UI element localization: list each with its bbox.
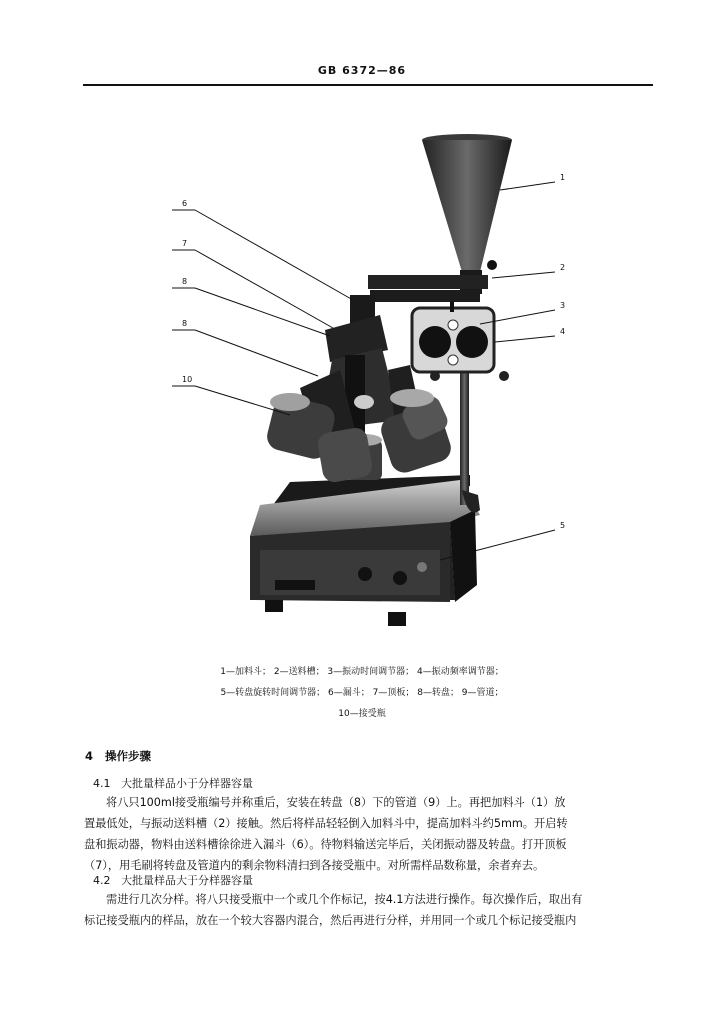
section-number: 4 — [85, 749, 94, 763]
callout-4: 4 — [560, 327, 566, 336]
control-box — [412, 302, 509, 381]
subsection-number: 4.1 — [93, 777, 111, 790]
header-rule — [83, 84, 653, 86]
callout-3: 3 — [560, 301, 566, 310]
figure-caption-line-2: 5—转盘旋转时间调节器； 6—漏斗； 7—顶板； 8—转盘； 9—管道； — [220, 688, 504, 698]
subsection-title: 大批量样品小于分样器容量 — [121, 777, 253, 790]
subsection-heading-4-1 — [93, 775, 253, 791]
paragraph-4-2 — [84, 889, 654, 931]
stand-pole — [460, 355, 469, 505]
paragraph-line: 置最低处，与振动送料槽（2）接触。然后将样品轻轻倒入加料斗中，提高加料斗约5mm。开启转 — [84, 817, 568, 830]
callout-6: 6 — [182, 199, 188, 208]
figure-caption-line-1: 1—加料斗； 2—送料槽； 3—振动时间调节器； 4—振动频率调节器； — [220, 667, 504, 677]
callout-10: 10 — [182, 375, 193, 384]
section-heading — [85, 748, 151, 764]
hopper — [422, 134, 512, 294]
callout-7: 7 — [182, 239, 188, 248]
figure-caption-line-3: 10—接受瓶 — [338, 709, 386, 719]
apparatus-figure — [150, 130, 600, 640]
callout-8: 8 — [182, 277, 188, 286]
paragraph-line: 将八只100ml接受瓶编号并称重后，安装在转盘（8）下的管道（9）上。再把加料斗（1）放 — [106, 796, 566, 809]
base-cabinet — [250, 475, 480, 626]
subsection-number: 4.2 — [93, 874, 111, 887]
support-arm — [368, 275, 488, 289]
callout-5: 5 — [560, 521, 566, 530]
section-title: 操作步骤 — [105, 749, 152, 763]
subsection-title: 大批量样品大于分样器容量 — [121, 874, 253, 887]
paragraph-line: （7），用毛刷将转盘及管道内的剩余物料清扫到各接受瓶中。对所需样品数称量，余者弃去。 — [84, 859, 545, 872]
callout-1: 1 — [560, 173, 566, 182]
subsection-heading-4-2 — [93, 872, 253, 888]
paragraph-line: 标记接受瓶内的样品，放在一个较大容器内混合，然后再进行分样，并用同一个或几个标记接受瓶内 — [84, 914, 577, 927]
callout-2: 2 — [560, 263, 566, 272]
document-header: GB 6372—86 — [317, 64, 407, 77]
paragraph-4-1 — [84, 792, 654, 876]
paragraph-line: 需进行几次分样。将八只接受瓶中一个或几个作标记，按4.1方法进行操作。每次操作后，取出有 — [106, 893, 583, 906]
callout-8b: 8 — [182, 319, 188, 328]
paragraph-line: 盘和振动器，物料由送料槽徐徐进入漏斗（6）。待物料输送完毕后，关闭振动器及转盘。打开顶板 — [84, 838, 567, 851]
